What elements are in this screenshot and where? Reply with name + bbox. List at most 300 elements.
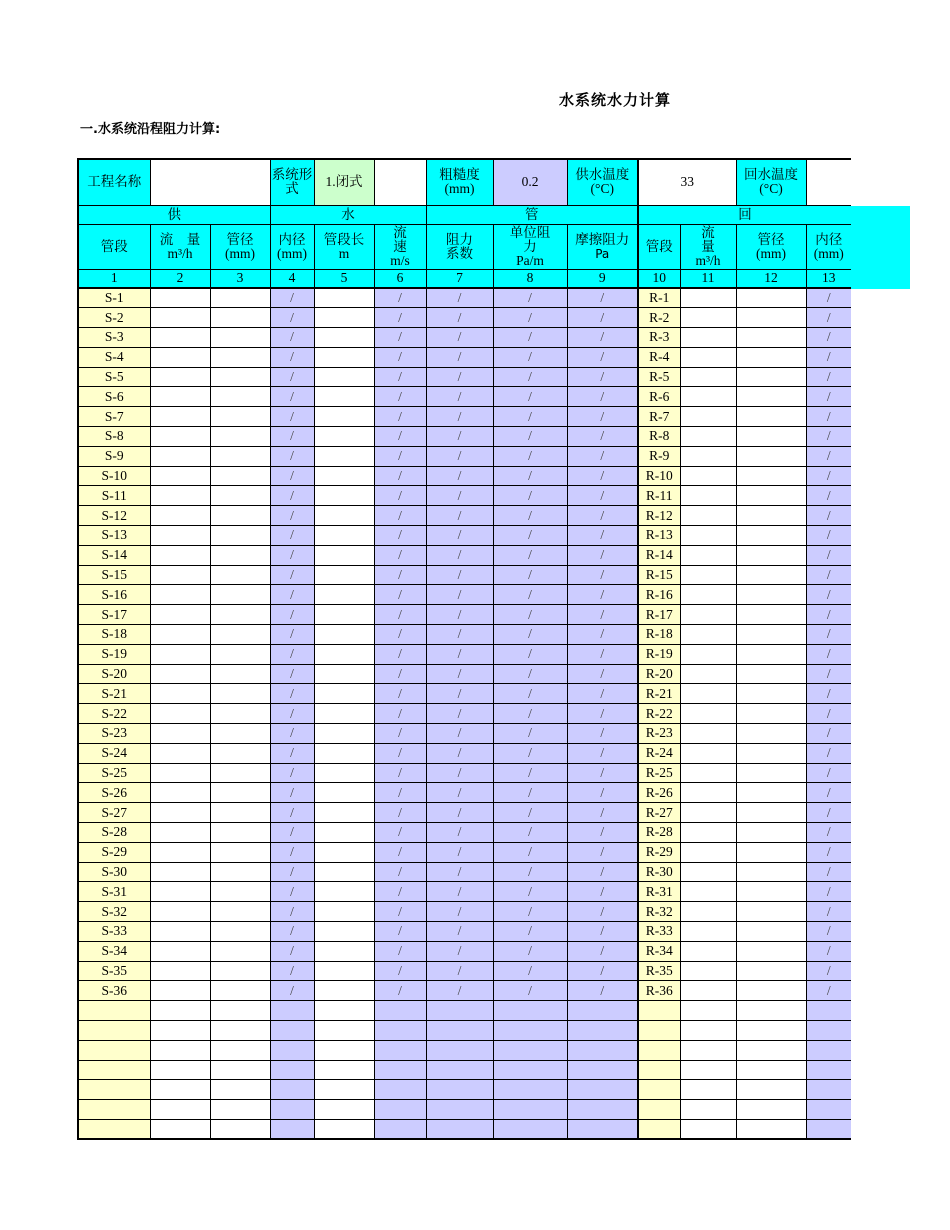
header-fill-extension — [850, 206, 910, 289]
input-cell[interactable] — [680, 684, 736, 704]
input-cell[interactable] — [567, 1080, 638, 1100]
input-cell[interactable] — [736, 1001, 806, 1021]
input-cell[interactable] — [210, 882, 270, 902]
input-cell[interactable] — [493, 1080, 567, 1100]
input-cell[interactable] — [736, 545, 806, 565]
input-cell[interactable] — [314, 407, 374, 427]
input-cell[interactable] — [736, 882, 806, 902]
input-cell[interactable] — [736, 644, 806, 664]
input-cell[interactable] — [680, 466, 736, 486]
computed-cell: / — [567, 387, 638, 407]
input-cell[interactable] — [806, 1100, 851, 1120]
input-cell[interactable] — [150, 704, 210, 724]
input-cell[interactable] — [210, 783, 270, 803]
input-cell[interactable] — [680, 1100, 736, 1120]
input-cell[interactable] — [150, 288, 210, 308]
input-cell[interactable] — [314, 684, 374, 704]
input-cell[interactable] — [567, 1060, 638, 1080]
input-cell[interactable] — [736, 328, 806, 348]
input-cell[interactable] — [270, 1119, 314, 1139]
input-cell[interactable] — [150, 347, 210, 367]
input-cell[interactable] — [210, 684, 270, 704]
input-cell[interactable] — [150, 585, 210, 605]
input-cell[interactable] — [210, 1119, 270, 1139]
computed-cell: / — [374, 605, 426, 625]
input-cell[interactable] — [210, 407, 270, 427]
input-cell[interactable] — [806, 1001, 851, 1021]
input-cell[interactable] — [150, 644, 210, 664]
input-cell[interactable] — [314, 585, 374, 605]
input-cell[interactable] — [680, 446, 736, 466]
input-cell[interactable] — [493, 1119, 567, 1139]
input-cell[interactable] — [314, 446, 374, 466]
input-cell[interactable] — [680, 1080, 736, 1100]
input-cell[interactable] — [680, 1001, 736, 1021]
computed-cell: / — [493, 526, 567, 546]
input-cell[interactable] — [567, 1020, 638, 1040]
input-cell[interactable] — [210, 981, 270, 1001]
input-cell[interactable] — [210, 387, 270, 407]
input-cell[interactable] — [210, 803, 270, 823]
input-cell[interactable] — [680, 763, 736, 783]
input-cell[interactable] — [374, 1100, 426, 1120]
input-cell[interactable] — [314, 387, 374, 407]
input-cell[interactable] — [210, 288, 270, 308]
input-cell[interactable] — [680, 862, 736, 882]
input-cell[interactable] — [426, 1020, 493, 1040]
input-cell[interactable] — [736, 704, 806, 724]
table-row — [78, 625, 851, 645]
input-cell[interactable] — [736, 783, 806, 803]
input-cell[interactable] — [150, 1100, 210, 1120]
input-cell[interactable] — [210, 1080, 270, 1100]
input-cell[interactable] — [210, 605, 270, 625]
input-cell[interactable] — [150, 803, 210, 823]
input-cell[interactable] — [78, 1001, 150, 1021]
input-cell[interactable] — [374, 1119, 426, 1139]
input-cell[interactable] — [78, 1060, 150, 1080]
input-cell[interactable] — [210, 625, 270, 645]
input-cell[interactable] — [680, 823, 736, 843]
input-cell[interactable] — [150, 605, 210, 625]
input-cell[interactable] — [150, 506, 210, 526]
input-cell[interactable] — [314, 545, 374, 565]
return-segment-id: R-35 — [638, 961, 680, 981]
input-cell[interactable] — [680, 545, 736, 565]
input-cell[interactable] — [736, 367, 806, 387]
input-cell[interactable] — [567, 1001, 638, 1021]
input-cell[interactable] — [210, 347, 270, 367]
input-cell[interactable] — [314, 486, 374, 506]
input-cell[interactable] — [210, 308, 270, 328]
input-cell[interactable] — [210, 941, 270, 961]
input-cell[interactable] — [680, 902, 736, 922]
input-cell[interactable] — [210, 644, 270, 664]
return-temp-input[interactable] — [806, 159, 851, 205]
input-cell[interactable] — [736, 466, 806, 486]
input-cell[interactable] — [680, 506, 736, 526]
input-cell[interactable] — [638, 1020, 680, 1040]
input-cell[interactable] — [314, 664, 374, 684]
computed-cell: / — [270, 367, 314, 387]
input-cell[interactable] — [736, 823, 806, 843]
input-cell[interactable] — [638, 1080, 680, 1100]
input-cell[interactable] — [638, 1001, 680, 1021]
input-cell[interactable] — [150, 427, 210, 447]
input-cell[interactable] — [150, 545, 210, 565]
input-cell[interactable] — [314, 605, 374, 625]
input-cell[interactable] — [806, 1119, 851, 1139]
input-cell[interactable] — [314, 922, 374, 942]
input-cell[interactable] — [638, 1119, 680, 1139]
input-cell[interactable] — [680, 704, 736, 724]
input-cell[interactable] — [374, 1001, 426, 1021]
input-cell[interactable] — [210, 664, 270, 684]
input-cell[interactable] — [736, 565, 806, 585]
input-cell[interactable] — [314, 1001, 374, 1021]
input-cell[interactable] — [270, 1080, 314, 1100]
input-cell[interactable] — [314, 367, 374, 387]
return-segment-id: R-30 — [638, 862, 680, 882]
input-cell[interactable] — [314, 308, 374, 328]
input-cell[interactable] — [680, 427, 736, 447]
input-cell[interactable] — [314, 565, 374, 585]
input-cell[interactable] — [210, 724, 270, 744]
input-cell[interactable] — [426, 1100, 493, 1120]
input-cell[interactable] — [150, 862, 210, 882]
input-cell[interactable] — [736, 506, 806, 526]
input-cell[interactable] — [806, 1020, 851, 1040]
input-cell[interactable] — [150, 882, 210, 902]
input-cell[interactable] — [314, 981, 374, 1001]
input-cell[interactable] — [150, 1080, 210, 1100]
input-cell[interactable] — [150, 565, 210, 585]
input-cell[interactable] — [374, 1060, 426, 1080]
input-cell[interactable] — [78, 1100, 150, 1120]
input-cell[interactable] — [736, 1119, 806, 1139]
input-cell[interactable] — [680, 842, 736, 862]
input-cell[interactable] — [150, 367, 210, 387]
input-cell[interactable] — [314, 1119, 374, 1139]
input-cell[interactable] — [150, 1060, 210, 1080]
input-cell[interactable] — [736, 961, 806, 981]
input-cell[interactable] — [314, 783, 374, 803]
column-number: 1 — [78, 269, 150, 288]
input-cell[interactable] — [150, 387, 210, 407]
input-cell[interactable] — [150, 941, 210, 961]
supply-segment-id: S-1 — [78, 288, 150, 308]
computed-cell: / — [567, 407, 638, 427]
input-cell[interactable] — [150, 1119, 210, 1139]
input-cell[interactable] — [680, 664, 736, 684]
input-cell[interactable] — [426, 1040, 493, 1060]
input-cell[interactable] — [680, 644, 736, 664]
input-cell[interactable] — [493, 1020, 567, 1040]
input-cell[interactable] — [680, 367, 736, 387]
input-cell[interactable] — [150, 446, 210, 466]
input-cell[interactable] — [736, 585, 806, 605]
input-cell[interactable] — [680, 288, 736, 308]
input-cell[interactable] — [78, 1040, 150, 1060]
input-cell[interactable] — [736, 526, 806, 546]
input-cell[interactable] — [210, 1020, 270, 1040]
input-cell[interactable] — [150, 1020, 210, 1040]
input-cell[interactable] — [314, 743, 374, 763]
input-cell[interactable] — [314, 1020, 374, 1040]
input-cell[interactable] — [270, 1001, 314, 1021]
input-cell[interactable] — [314, 288, 374, 308]
input-cell[interactable] — [270, 1020, 314, 1040]
input-cell[interactable] — [150, 328, 210, 348]
input-cell[interactable] — [736, 664, 806, 684]
input-cell[interactable] — [680, 407, 736, 427]
input-cell[interactable] — [314, 1040, 374, 1060]
input-cell[interactable] — [78, 1119, 150, 1139]
roughness-input[interactable]: 0.2 — [493, 159, 567, 205]
input-cell[interactable] — [314, 704, 374, 724]
input-cell[interactable] — [736, 1040, 806, 1060]
input-cell[interactable] — [210, 1060, 270, 1080]
input-cell[interactable] — [736, 902, 806, 922]
input-cell[interactable] — [150, 724, 210, 744]
input-cell[interactable] — [806, 1040, 851, 1060]
input-cell[interactable] — [806, 1060, 851, 1080]
input-cell[interactable] — [210, 367, 270, 387]
computed-cell: / — [374, 882, 426, 902]
input-cell[interactable] — [493, 1060, 567, 1080]
input-cell[interactable] — [314, 1080, 374, 1100]
input-cell[interactable] — [493, 1040, 567, 1060]
input-cell[interactable] — [374, 1020, 426, 1040]
input-cell[interactable] — [150, 961, 210, 981]
input-cell[interactable] — [680, 565, 736, 585]
input-cell[interactable] — [210, 743, 270, 763]
input-cell[interactable] — [680, 328, 736, 348]
input-cell[interactable] — [210, 585, 270, 605]
input-cell[interactable] — [314, 961, 374, 981]
input-cell[interactable] — [736, 347, 806, 367]
input-cell[interactable] — [680, 981, 736, 1001]
input-cell[interactable] — [314, 1060, 374, 1080]
input-cell[interactable] — [210, 466, 270, 486]
input-cell[interactable] — [210, 328, 270, 348]
input-cell[interactable] — [150, 625, 210, 645]
input-cell[interactable] — [150, 763, 210, 783]
input-cell[interactable] — [426, 1080, 493, 1100]
input-cell[interactable] — [680, 724, 736, 744]
input-cell[interactable] — [736, 862, 806, 882]
input-cell[interactable] — [680, 387, 736, 407]
input-cell[interactable] — [150, 526, 210, 546]
supply-temp-input[interactable]: 33 — [638, 159, 736, 205]
table-row — [78, 585, 851, 605]
input-cell[interactable] — [150, 902, 210, 922]
input-cell[interactable] — [680, 1040, 736, 1060]
input-cell[interactable] — [680, 743, 736, 763]
input-cell[interactable] — [680, 961, 736, 981]
input-cell[interactable] — [314, 803, 374, 823]
project-name-input[interactable] — [150, 159, 270, 205]
input-cell[interactable] — [736, 941, 806, 961]
input-cell[interactable] — [680, 1020, 736, 1040]
input-cell[interactable] — [150, 783, 210, 803]
system-type-select[interactable]: 1.闭式 — [314, 159, 374, 205]
table-row — [78, 1119, 851, 1139]
input-cell[interactable] — [314, 941, 374, 961]
input-cell[interactable] — [736, 486, 806, 506]
input-cell[interactable] — [374, 1040, 426, 1060]
input-cell[interactable] — [150, 407, 210, 427]
input-cell[interactable] — [150, 1001, 210, 1021]
input-cell[interactable] — [680, 803, 736, 823]
input-cell[interactable] — [314, 347, 374, 367]
input-cell[interactable] — [314, 724, 374, 744]
input-cell[interactable] — [210, 1100, 270, 1120]
input-cell[interactable] — [210, 842, 270, 862]
input-cell[interactable] — [736, 446, 806, 466]
computed-cell: / — [567, 486, 638, 506]
input-cell[interactable] — [270, 1040, 314, 1060]
input-cell[interactable] — [150, 743, 210, 763]
input-cell[interactable] — [314, 427, 374, 447]
input-cell[interactable] — [150, 486, 210, 506]
input-cell[interactable] — [210, 704, 270, 724]
input-cell[interactable] — [680, 1060, 736, 1080]
input-cell[interactable] — [150, 684, 210, 704]
input-cell[interactable] — [493, 1100, 567, 1120]
input-cell[interactable] — [314, 506, 374, 526]
input-cell[interactable] — [150, 466, 210, 486]
input-cell[interactable] — [210, 763, 270, 783]
input-cell[interactable] — [736, 922, 806, 942]
input-cell[interactable] — [270, 1100, 314, 1120]
input-cell[interactable] — [680, 1119, 736, 1139]
input-cell[interactable] — [150, 842, 210, 862]
input-cell[interactable] — [680, 922, 736, 942]
input-cell[interactable] — [736, 605, 806, 625]
input-cell[interactable] — [426, 1119, 493, 1139]
input-cell[interactable] — [680, 526, 736, 546]
input-cell[interactable] — [210, 902, 270, 922]
input-cell[interactable] — [210, 823, 270, 843]
supply-segment-id: S-19 — [78, 644, 150, 664]
roughness-label: 粗糙度(mm) — [426, 159, 493, 205]
input-cell[interactable] — [150, 823, 210, 843]
input-cell[interactable] — [314, 625, 374, 645]
input-cell[interactable] — [314, 862, 374, 882]
input-cell[interactable] — [736, 803, 806, 823]
input-cell[interactable] — [638, 1060, 680, 1080]
input-cell[interactable] — [736, 308, 806, 328]
computed-cell: / — [567, 704, 638, 724]
input-cell[interactable] — [210, 961, 270, 981]
group-supply-1: 供 — [78, 205, 270, 224]
input-cell[interactable] — [736, 1020, 806, 1040]
input-cell[interactable] — [210, 1001, 270, 1021]
input-cell[interactable] — [314, 1100, 374, 1120]
input-cell[interactable] — [680, 783, 736, 803]
input-cell[interactable] — [736, 1060, 806, 1080]
input-cell[interactable] — [426, 1060, 493, 1080]
input-cell[interactable] — [736, 387, 806, 407]
input-cell[interactable] — [736, 1080, 806, 1100]
computed-cell: / — [270, 902, 314, 922]
input-cell[interactable] — [78, 1020, 150, 1040]
input-cell[interactable] — [150, 981, 210, 1001]
input-cell[interactable] — [638, 1040, 680, 1060]
input-cell[interactable] — [680, 941, 736, 961]
input-cell[interactable] — [680, 605, 736, 625]
input-cell[interactable] — [314, 526, 374, 546]
input-cell[interactable] — [210, 486, 270, 506]
input-cell[interactable] — [210, 862, 270, 882]
input-cell[interactable] — [210, 1040, 270, 1060]
input-cell[interactable] — [680, 882, 736, 902]
input-cell[interactable] — [314, 823, 374, 843]
input-cell[interactable] — [736, 625, 806, 645]
input-cell[interactable] — [150, 308, 210, 328]
input-cell[interactable] — [426, 1001, 493, 1021]
table-row — [78, 743, 851, 763]
input-cell[interactable] — [210, 446, 270, 466]
input-cell[interactable] — [314, 902, 374, 922]
input-cell[interactable] — [680, 308, 736, 328]
input-cell[interactable] — [210, 526, 270, 546]
table-row — [78, 308, 851, 328]
input-cell[interactable] — [806, 1080, 851, 1100]
input-cell[interactable] — [78, 1080, 150, 1100]
input-cell[interactable] — [210, 545, 270, 565]
input-cell[interactable] — [567, 1119, 638, 1139]
input-cell[interactable] — [567, 1040, 638, 1060]
input-cell[interactable] — [150, 922, 210, 942]
input-cell[interactable] — [736, 743, 806, 763]
input-cell[interactable] — [736, 981, 806, 1001]
input-cell[interactable] — [736, 288, 806, 308]
input-cell[interactable] — [210, 922, 270, 942]
input-cell[interactable] — [736, 684, 806, 704]
input-cell[interactable] — [210, 565, 270, 585]
computed-cell: / — [493, 902, 567, 922]
input-cell[interactable] — [736, 842, 806, 862]
input-cell[interactable] — [736, 407, 806, 427]
input-cell[interactable] — [374, 1080, 426, 1100]
input-cell[interactable] — [638, 1100, 680, 1120]
input-cell[interactable] — [210, 506, 270, 526]
input-cell[interactable] — [314, 763, 374, 783]
input-cell[interactable] — [680, 625, 736, 645]
input-cell[interactable] — [493, 1001, 567, 1021]
input-cell[interactable] — [736, 1100, 806, 1120]
input-cell[interactable] — [680, 585, 736, 605]
input-cell[interactable] — [150, 664, 210, 684]
input-cell[interactable] — [314, 466, 374, 486]
input-cell[interactable] — [680, 347, 736, 367]
input-cell[interactable] — [736, 724, 806, 744]
input-cell[interactable] — [314, 882, 374, 902]
input-cell[interactable] — [736, 427, 806, 447]
input-cell[interactable] — [150, 1040, 210, 1060]
input-cell[interactable] — [680, 486, 736, 506]
input-cell[interactable] — [314, 842, 374, 862]
input-cell[interactable] — [270, 1060, 314, 1080]
input-cell[interactable] — [314, 644, 374, 664]
computed-cell: / — [806, 961, 851, 981]
input-cell[interactable] — [210, 427, 270, 447]
input-cell[interactable] — [736, 763, 806, 783]
input-cell[interactable] — [567, 1100, 638, 1120]
input-cell[interactable] — [314, 328, 374, 348]
